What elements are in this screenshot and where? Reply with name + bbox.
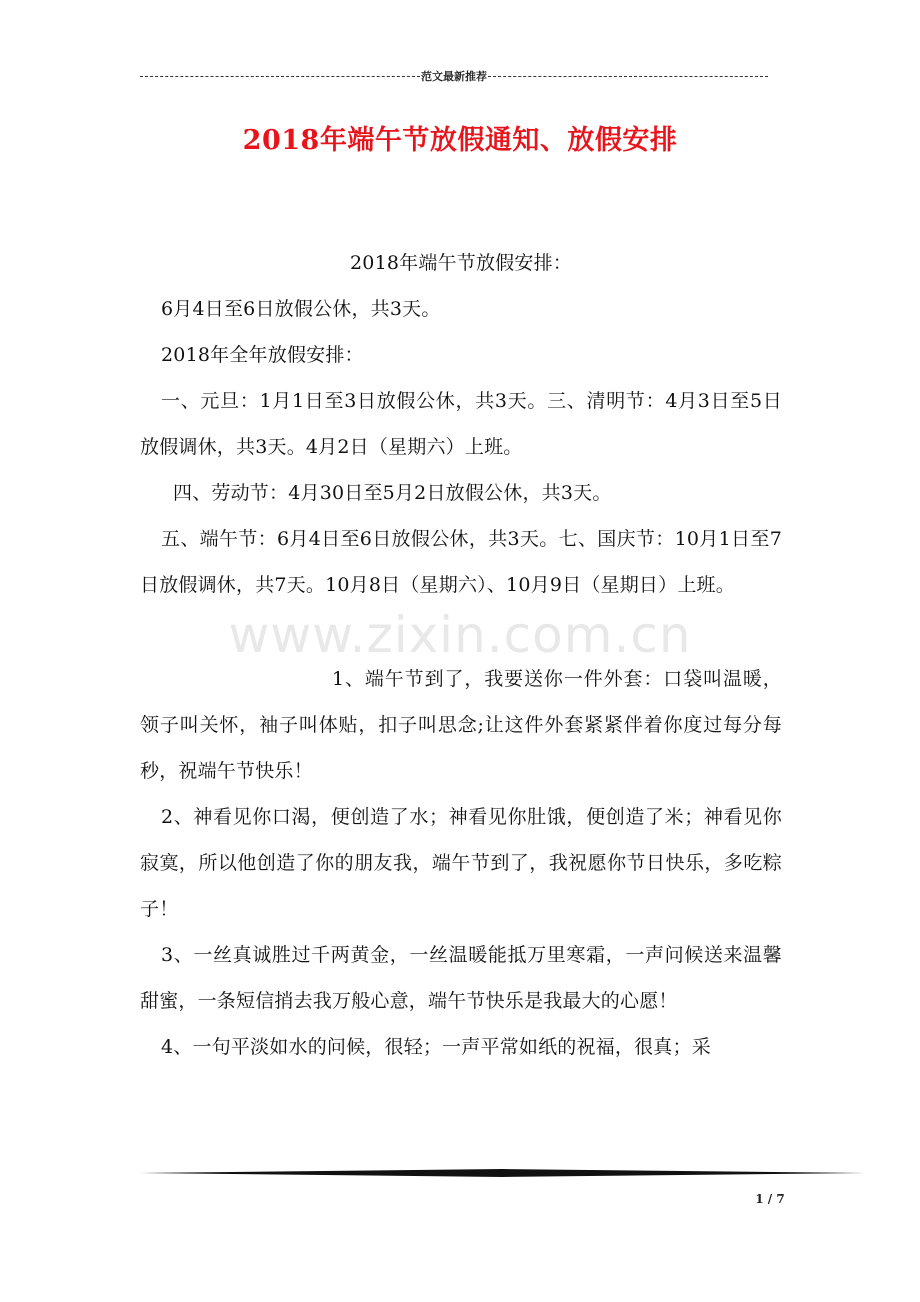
header-dash-left bbox=[140, 76, 420, 77]
document-body bbox=[140, 240, 782, 1070]
paragraph-dragon-boat-schedule-heading: 2018年端午节放假安排： bbox=[350, 252, 572, 274]
paragraph-dragon-boat-national-day: 五、端午节：6月4日至6日放假公休，共3天。七、国庆节：10月1日至7日放假调休，共7天。10月8日（星期六）、10月9日（星期日）上班。 bbox=[140, 528, 782, 596]
page-header bbox=[140, 68, 768, 84]
page-number: 1 / 7 bbox=[755, 1192, 785, 1206]
paragraph-greeting-2: 2、神看见你口渴，便创造了水；神看见你肚饿，便创造了米；神看见你寂寞，所以他创造了你的朋友我，端午节到了，我祝愿你节日快乐，多吃粽子！ bbox=[140, 806, 782, 920]
paragraph-greeting-1: 1、端午节到了，我要送你一件外套：口袋叫温暖，领子叫关怀，袖子叫体贴，扣子叫思念;让这件外套紧紧伴着你度过每分每秒，祝端午节快乐！ bbox=[140, 668, 782, 782]
footer-rule bbox=[140, 1168, 865, 1178]
paragraph-labor-day: 四、劳动节：4月30日至5月2日放假公休，共3天。 bbox=[173, 482, 612, 504]
header-label: 范文最新推荐 bbox=[421, 70, 487, 83]
header-dash-right bbox=[488, 76, 768, 77]
document-title: 2018年端午节放假通知、放假安排 bbox=[242, 125, 678, 156]
footer-rule-graphic bbox=[140, 1168, 865, 1178]
paragraph-gap bbox=[140, 608, 782, 656]
watermark: www.zixin.com.cn bbox=[228, 606, 692, 664]
paragraph-dragon-boat-dates: 6月4日至6日放假公休，共3天。 bbox=[161, 298, 441, 320]
paragraph-new-year-qingming: 一、元旦：1月1日至3日放假公休，共3天。三、清明节：4月3日至5日放假调休，共3天。4月2日（星期六）上班。 bbox=[140, 390, 782, 458]
paragraph-greeting-3: 3、一丝真诚胜过千两黄金，一丝温暖能抵万里寒霜，一声问候送来温馨甜蜜，一条短信捎去我万般心意，端午节快乐是我最大的心愿！ bbox=[140, 944, 782, 1012]
paragraph-full-year-heading: 2018年全年放假安排： bbox=[161, 344, 364, 366]
paragraph-greeting-4: 4、一句平淡如水的问候，很轻；一声平常如纸的祝福，很真；采 bbox=[161, 1036, 711, 1058]
